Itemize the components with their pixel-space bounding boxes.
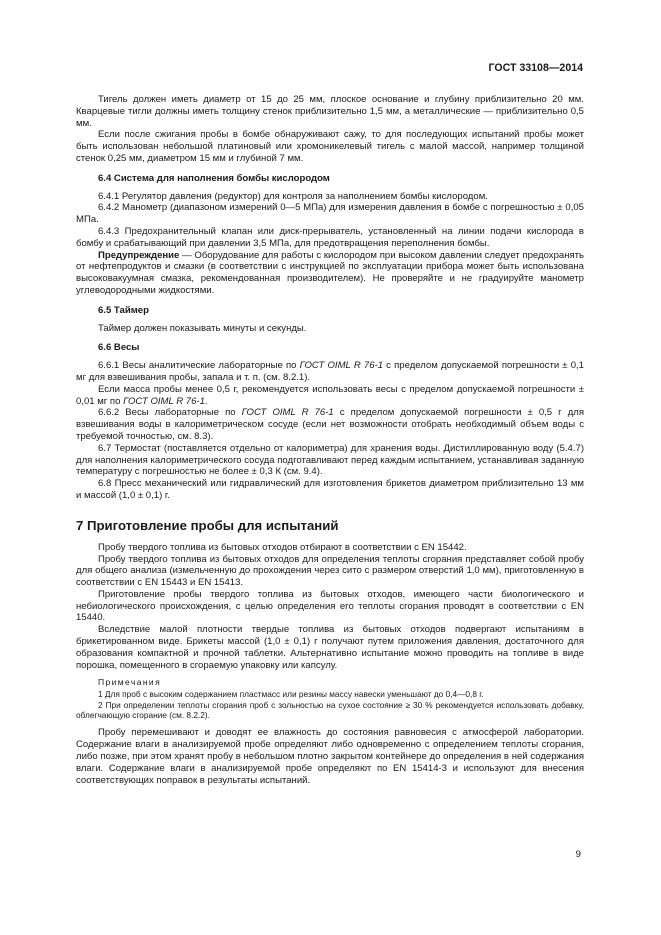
page-number: 9	[575, 849, 581, 860]
text-run: 6.5 Таймер	[98, 304, 149, 316]
body-paragraph	[76, 202, 584, 226]
body-paragraph	[76, 624, 584, 671]
text-run: Пробу твердого топлива из бытовых отходов отбирают в соответствии с EN 15442.	[98, 541, 467, 553]
text-run: ГОСТ OIML R 76-1	[123, 395, 205, 407]
text-run: 2 При определении теплоты сгорания проб с зольностью на сухое состояние ≥ 30 % рекомендуется использовать добавку, облегчающую сгорание (см. 8.2.2).	[76, 699, 584, 721]
page-body	[76, 94, 584, 786]
text-run: Если после сжигания пробы в бомбе обнаруживают сажу, то для последующих испытаний пробы может быть использован небольшой платиновый или хромоникелевый тигель с малой массой, например толщиной стенок 0,25 мм, диаметром 15 мм и глубиной 7 мм.	[76, 129, 584, 164]
text-run: Предупреждение	[98, 249, 180, 261]
text-run: Приготовление пробы твердого топлива из бытовых отходов, имеющего части биологического и небиологического происхождения, с целью определения его теплоты сгорания проводят в соответствии с EN 15440.	[76, 588, 584, 624]
subsection-heading	[76, 173, 584, 185]
text-run: Пробу твердого топлива из бытовых отходов для определения теплоты сгорания представляет собой пробу для общего анализа (измельченную до прохождения через сито с размером отверстий 1,0 мм), приготовленную в соответствии с EN 15443 и EN 15413.	[76, 553, 584, 589]
text-run: 6.6.1 Весы аналитические лабораторные по	[98, 360, 300, 372]
body-paragraph	[76, 323, 584, 335]
text-run: 6.4.1 Регулятор давления (редуктор) для контроля за наполнением бомбы кислородом.	[98, 190, 488, 202]
standard-header: ГОСТ 33108—2014	[488, 62, 583, 74]
text-run: Вследствие малой плотности твердые топлива из бытовых отходов подвергают испытаниям в брикетированном виде. Брикеты массой (1,0 ± 0,1) г получают путем приложения давления, достаточного для образования компактной и прочной таблетки. Альтернативно испытание можно проводить на топливе в виде порошка, помещенного в сгораемую упаковку или капсулу.	[76, 624, 584, 671]
text-run: Таймер должен показывать минуты и секунды.	[98, 322, 307, 334]
body-paragraph	[76, 407, 584, 442]
body-paragraph	[76, 727, 584, 786]
body-paragraph	[76, 250, 584, 297]
section-heading	[76, 518, 584, 533]
text-run: 6.6 Весы	[98, 342, 140, 354]
text-run: 6.4 Система для наполнения бомбы кислородом	[98, 172, 330, 184]
subsection-heading	[76, 305, 584, 317]
body-paragraph	[76, 94, 584, 129]
text-run: Если масса пробы менее 0,5 г, рекомендуется использовать весы с пределом допускаемой погрешности ± 0,01 мг по	[76, 383, 584, 407]
text-run: .	[204, 395, 208, 407]
body-paragraph	[76, 478, 584, 502]
body-paragraph	[76, 226, 584, 250]
text-run: 6.4.2 Манометр (диапазоном измерений 0—5 МПа) для измерения давления в бомбе с погрешностью ± 0,05 МПа.	[76, 202, 584, 226]
text-run: 6.8 Пресс механический или гидравлический для изготовления брикетов диаметром приблизительно 13 мм и массой (1,0 ± 0,1) г.	[76, 478, 584, 501]
body-paragraph	[76, 589, 584, 624]
body-paragraph	[76, 191, 584, 203]
text-run: 6.4.3 Предохранительный клапан или диск-прерыватель, установленный на линии подачи кислорода в бомбу и срабатывающий при давлении 3,5 МПа, для предотвращения переполнения бомбы.	[76, 225, 584, 249]
text-run: 6.7 Термостат (поставляется отдельно от калориметра) для хранения воды. Дистиллированную воду (5.4.7) для наполнения калориметрического сосуда подготавливают перед каждым испытанием, устанавливая заданную температуру с погрешностью не более ± 0,3 К (см. 9.4).	[76, 442, 584, 478]
note-paragraph	[76, 689, 584, 699]
body-paragraph	[76, 384, 584, 408]
body-paragraph	[76, 360, 584, 384]
body-paragraph	[76, 542, 584, 554]
text-run: 1 Для проб с высоким содержанием пластмасс или резины массу навески уменьшают до 0,4—0,8 г.	[98, 689, 484, 700]
note-paragraph	[76, 700, 584, 721]
body-paragraph	[76, 443, 584, 478]
text-run: с пределом допускаемой погрешности ± 0,5 г для взвешивания воды в калориметрическом сосуде (если нет возможности отобрать необходимый объем воды с требуемой точностью, см. 8.3).	[76, 407, 585, 442]
text-run: ГОСТ OIML R 76-1	[241, 407, 334, 419]
note-paragraph	[76, 677, 584, 689]
text-run: с пределом допускаемой погрешности ± 0,1 мг для взвешивания пробы, запала и т. п. (см. 8.2.1).	[76, 360, 584, 383]
text-run: Тигель должен иметь диаметр от 15 до 25 мм, плоское основание и глубину приблизительно 20 мм. Кварцевые тигли должны иметь толщину стенок приблизительно 1,5 мм, а металлические — приблизительно 0,5 мм.	[76, 94, 584, 129]
text-run: 7 Приготовление пробы для испытаний	[76, 517, 339, 533]
body-paragraph	[76, 129, 584, 164]
text-run: Примечания	[98, 677, 162, 688]
text-run: — Оборудование для работы с кислородом при высоком давлении следует предохранять от нефтепродуктов и смазки (в соответствии с инструкцией по эксплуатации прибора может быть использована высоковакуумная смазка, рекомендованная производителем). Не проверяйте и не градуируйте манометр углеводородными жидкостями.	[76, 249, 584, 296]
text-run: ГОСТ OIML R 76-1	[299, 360, 384, 372]
subsection-heading	[76, 342, 584, 354]
text-run: 6.6.2 Весы лабораторные по	[98, 407, 242, 419]
body-paragraph	[76, 554, 584, 589]
text-run: Пробу перемешивают и доводят ее влажность до состояния равновесия с атмосферой лаборатории. Содержание влаги в анализируемой пробе определяют либо одновременно с определением теплоты сгорания, либо позже, при этом хранят пробу в небольшом плотно закрытом контейнере до определения в ней содержания влаги. Содержание влаги в анализируемой пробе определяют по EN 15414-3 и используют для внесения соответствующих поправок в результаты испытаний.	[76, 727, 584, 786]
